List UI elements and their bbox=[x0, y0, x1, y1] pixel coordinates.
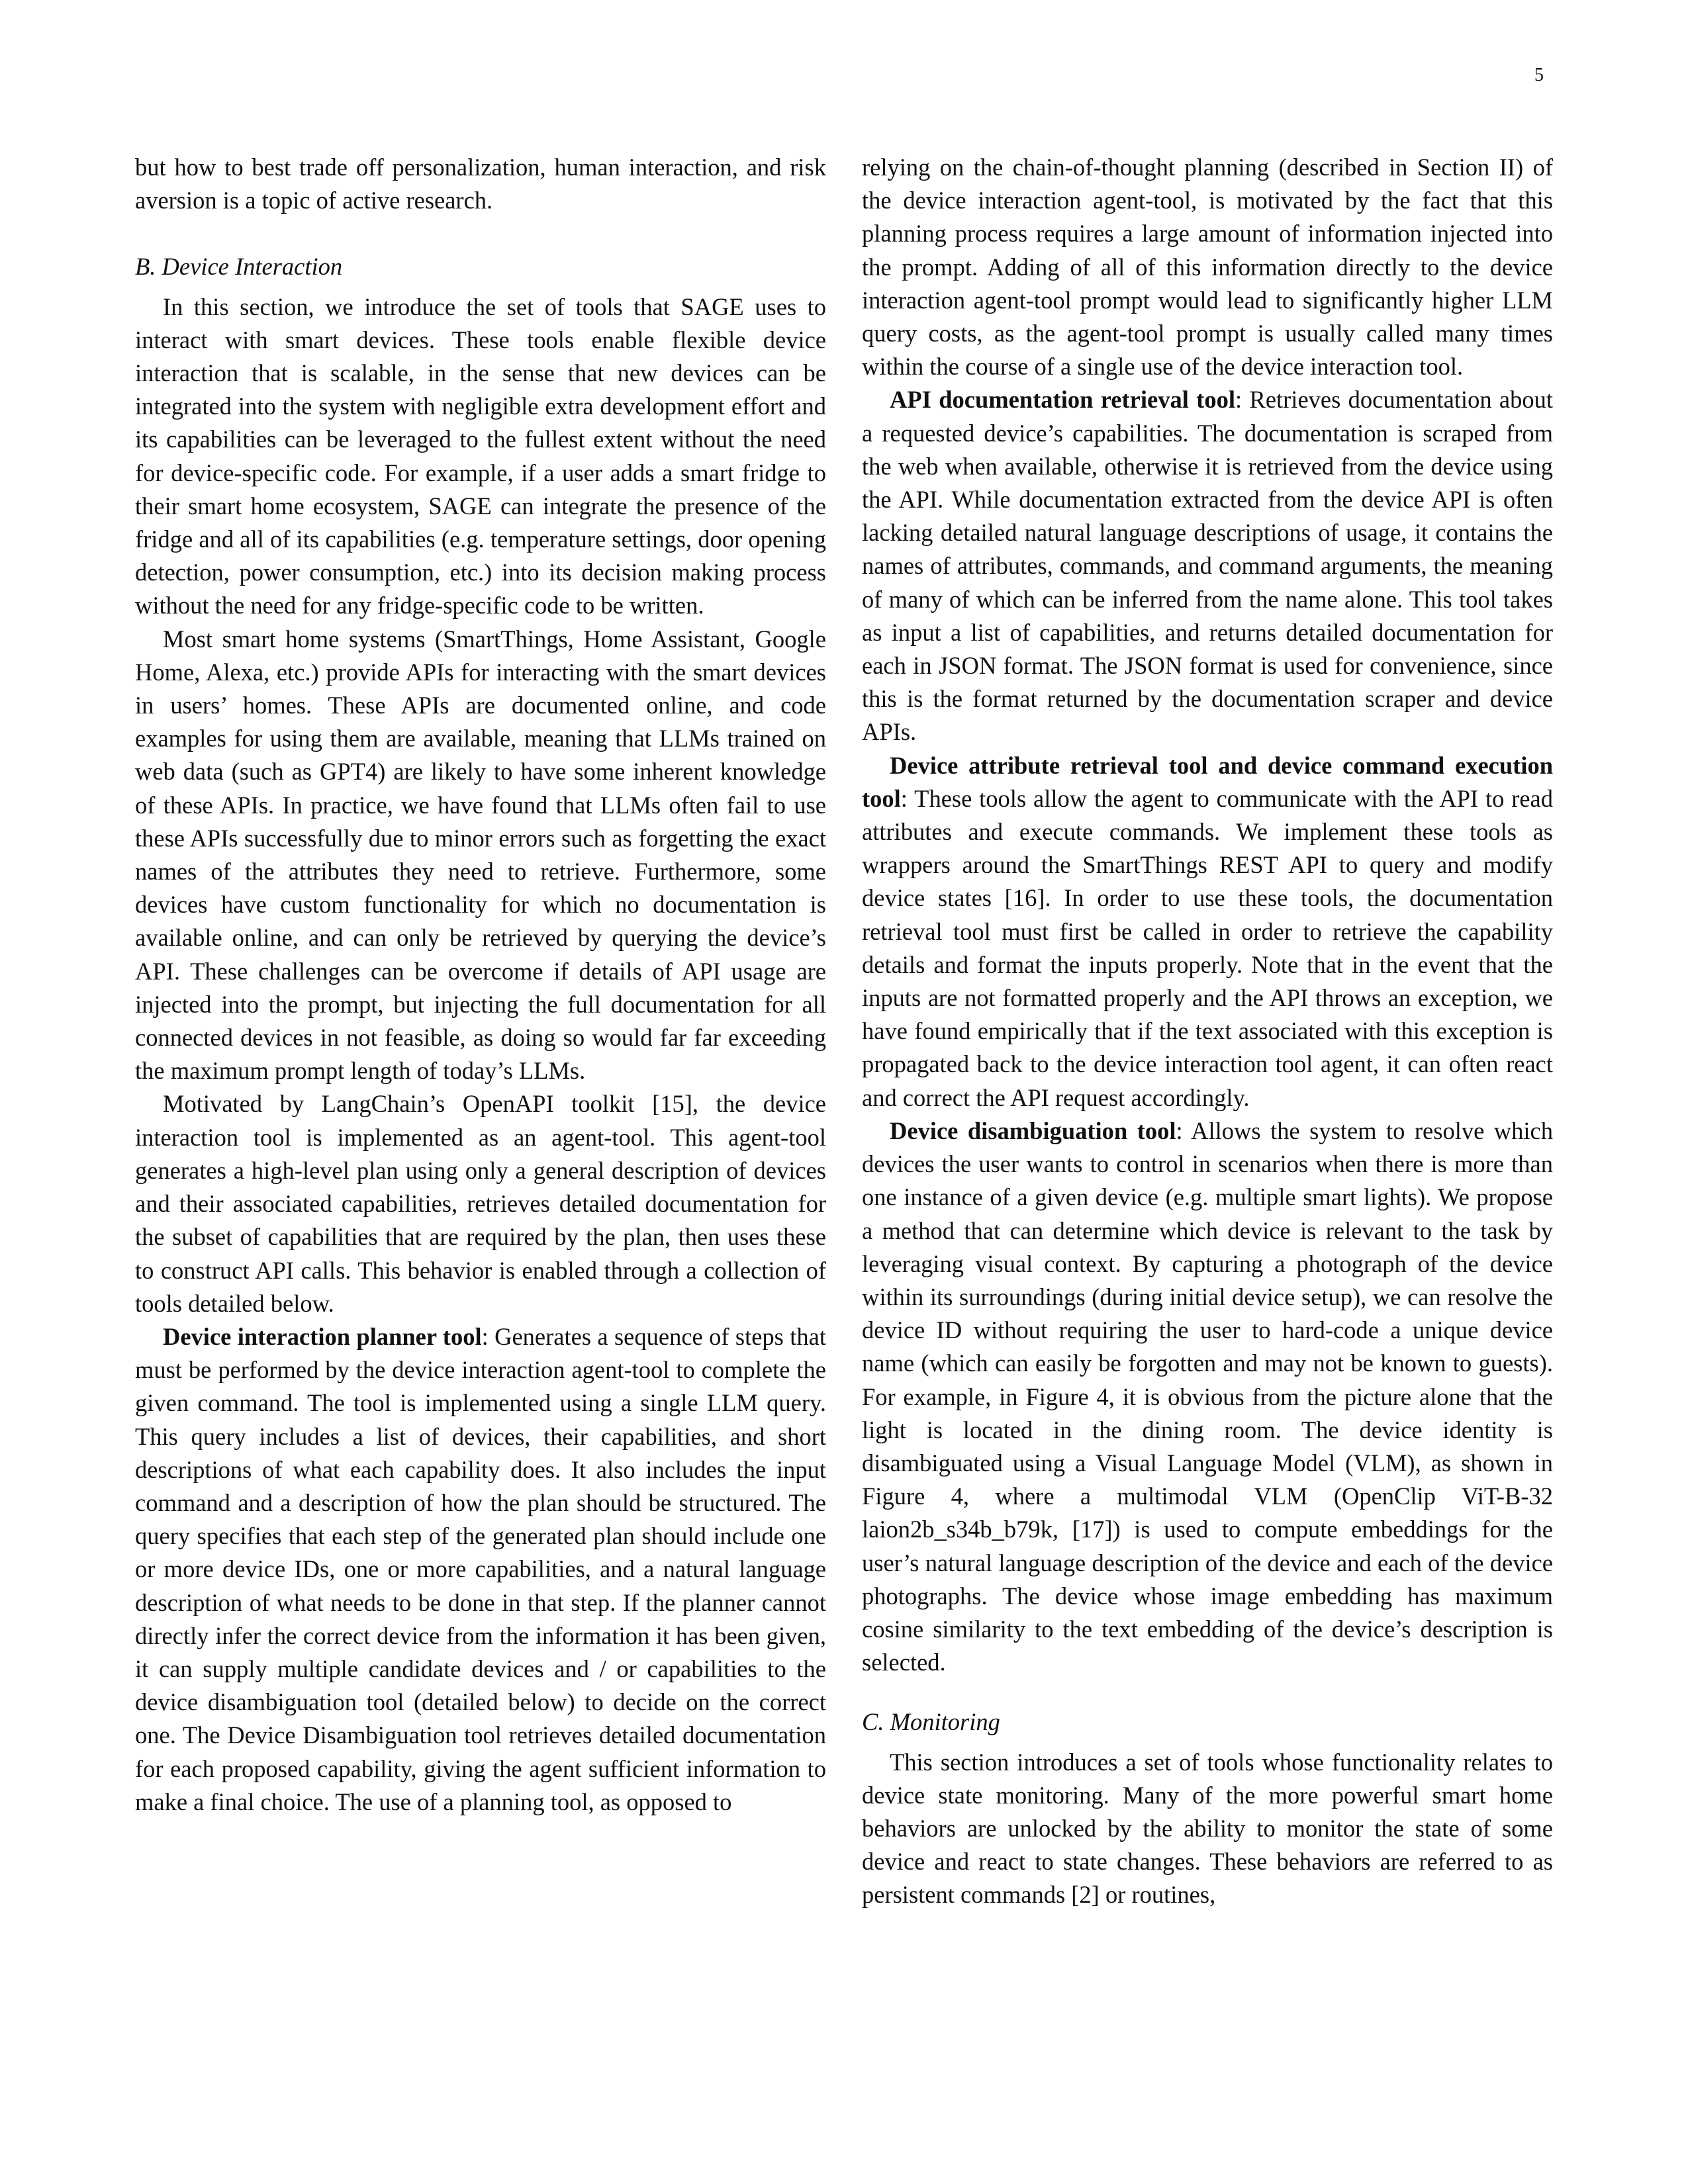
page-number: 5 bbox=[1534, 65, 1544, 85]
paragraph-documentation-tool bbox=[862, 383, 1553, 749]
paragraph-device-interaction-intro: In this section, we introduce the set of tools that SAGE uses to interact with smart devices. These tools enable flexible device interaction that is scalable, in the sense that new devices can be integrated into the system with negligible extra development effort and its capabilities can be leveraged to the fullest extent without the need for device-specific code. For example, if a user adds a smart fridge to their smart home ecosystem, SAGE can integrate the presence of the fridge and all of its capabilities (e.g. temperature settings, door opening detection, power consumption, etc.) into its decision making process without the need for any fridge-specific code to be written. bbox=[135, 293, 826, 619]
paragraph-planning-continuation: relying on the chain-of-thought planning (described in Section II) of the device interaction agent-tool, is motivated by the fact that this planning process requires a large amount of information injected into the prompt. Adding of all of this information directly to the device interaction agent-tool prompt would lead to significantly higher LLM query costs, as the agent-tool prompt is usually called many times within the course of a single use of the device interaction tool. bbox=[862, 154, 1553, 381]
tool-description-disambiguation: : Allows the system to resolve which devices the user wants to control in scenarios when there is more than one instance of a given device (e.g. multiple smart lights). We propose a method that can determine which device is relevant to the task by leveraging visual context. By capturing a photograph of the device within its surroundings (during initial device setup), we can resolve the device ID without requiring the user to hard-code a unique device name (which can easily be forgotten and may not be known to guests). For example, in Figure 4, it is obvious from the picture alone that the light is located in the dining room. The device identity is disambiguated using a Visual Language Model (VLM), as shown in Figure 4, where a multimodal VLM (OpenClip ViT-B-32 laion2b_s34b_b79k, [17]) is used to compute embeddings for the user’s natural language description of the device and each of the device photographs. The device whose image embedding has maximum cosine similarity to the text embedding of the device’s description is selected. bbox=[862, 1116, 1553, 1676]
tool-name-planner: Device interaction planner tool bbox=[163, 1322, 482, 1350]
paragraph-monitoring-intro: This section introduces a set of tools whose functionality relates to device state monitoring. Many of the more powerful smart home behaviors are unlocked by the ability to monitor the state of some device and react to state changes. These behaviors are referred to as persistent commands [2] or routines, bbox=[862, 1748, 1553, 1909]
tool-description-planner: : Generates a sequence of steps that must be performed by the device interaction agent-tool to complete the given command. The tool is implemented using a single LLM query. This query includes a list of devices, their capabilities, and short descriptions of what each capability does. It also includes the input command and a description of how the plan should be structured. The query specifies that each step of the generated plan should include one or more device IDs, one or more capabilities, and a natural language description of what needs to be done in that step. If the planner cannot directly infer the correct device from the information it has been given, it can supply multiple candidate devices and / or capabilities to the device disambiguation tool (detailed below) to decide on the correct one. The Device Disambiguation tool retrieves detailed documentation for each proposed capability, giving the agent sufficient information to make a final choice. The use of a planning tool, as opposed to bbox=[135, 1322, 826, 1815]
left-column bbox=[135, 151, 826, 1819]
paragraph-attribute-command-tools bbox=[862, 749, 1553, 1115]
tool-description-attribute-command: : These tools allow the agent to communicate with the API to read attributes and execute commands. We implement these tools as wrappers around the SmartThings REST API to query and modify device states [16]. In order to use these tools, the documentation retrieval tool must first be called in order to retrieve the capability details and format the inputs properly. Note that in the event that the inputs are not formatted properly and the API throws an exception, we have found empirically that if the text associated with this exception is propagated back to the device interaction tool agent, it can often react and correct the API request accordingly. bbox=[862, 784, 1553, 1111]
paragraph-intro-continuation: but how to best trade off personalization, human interaction, and risk aversion is a topic of active research. bbox=[135, 154, 826, 214]
tool-name-disambiguation: Device disambiguation tool bbox=[890, 1116, 1176, 1144]
paragraph-disambiguation-tool bbox=[862, 1115, 1553, 1679]
section-heading-device-interaction: B. Device Interaction bbox=[135, 253, 343, 281]
tool-name-documentation: API documentation retrieval tool bbox=[890, 386, 1235, 414]
right-column bbox=[862, 151, 1553, 1912]
paragraph-planner-tool bbox=[135, 1320, 826, 1819]
tool-description-documentation: : Retrieves documentation about a requested device’s capabilities. The documentation is scraped from the web when available, otherwise it is retrieved from the device using the API. While documentation extracted from the device API is often lacking detailed natural language descriptions of usage, it contains the names of attributes, commands, and command arguments, the meaning of many of which can be inferred from the name alone. This tool takes as input a list of capabilities, and returns detailed documentation for each in JSON format. The JSON format is used for convenience, since this is the format returned by the documentation scraper and device APIs. bbox=[862, 386, 1553, 746]
paragraph-smart-home-apis: Most smart home systems (SmartThings, Home Assistant, Google Home, Alexa, etc.) provide APIs for interacting with the smart devices in users’ homes. These APIs are documented online, and code examples for using them are available, meaning that LLMs trained on web data (such as GPT4) are likely to have some inherent knowledge of these APIs. In practice, we have found that LLMs often fail to use these APIs successfully due to minor errors such as forgetting the exact names of the attributes they need to retrieve. Furthermore, some devices have custom functionality for which no documentation is available online, and can only be retrieved by querying the device’s API. These challenges can be overcome if details of API usage are injected into the prompt, but injecting the full documentation for all connected devices in not feasible, as doing so would far far exceeding the maximum prompt length of today’s LLMs. bbox=[135, 625, 826, 1085]
tool-name-attribute-command: Device attribute retrieval tool and device command execution tool bbox=[862, 751, 1553, 812]
section-heading-monitoring: C. Monitoring bbox=[862, 1708, 1000, 1736]
paragraph-openapi-toolkit: Motivated by LangChain’s OpenAPI toolkit [15], the device interaction tool is implemented as an agent-tool. This agent-tool generates a high-level plan using only a general description of devices and their associated capabilities, retrieves detailed documentation for the subset of capabilities that are required by the plan, then uses these to construct API calls. This behavior is enabled through a collection of tools detailed below. bbox=[135, 1090, 826, 1317]
